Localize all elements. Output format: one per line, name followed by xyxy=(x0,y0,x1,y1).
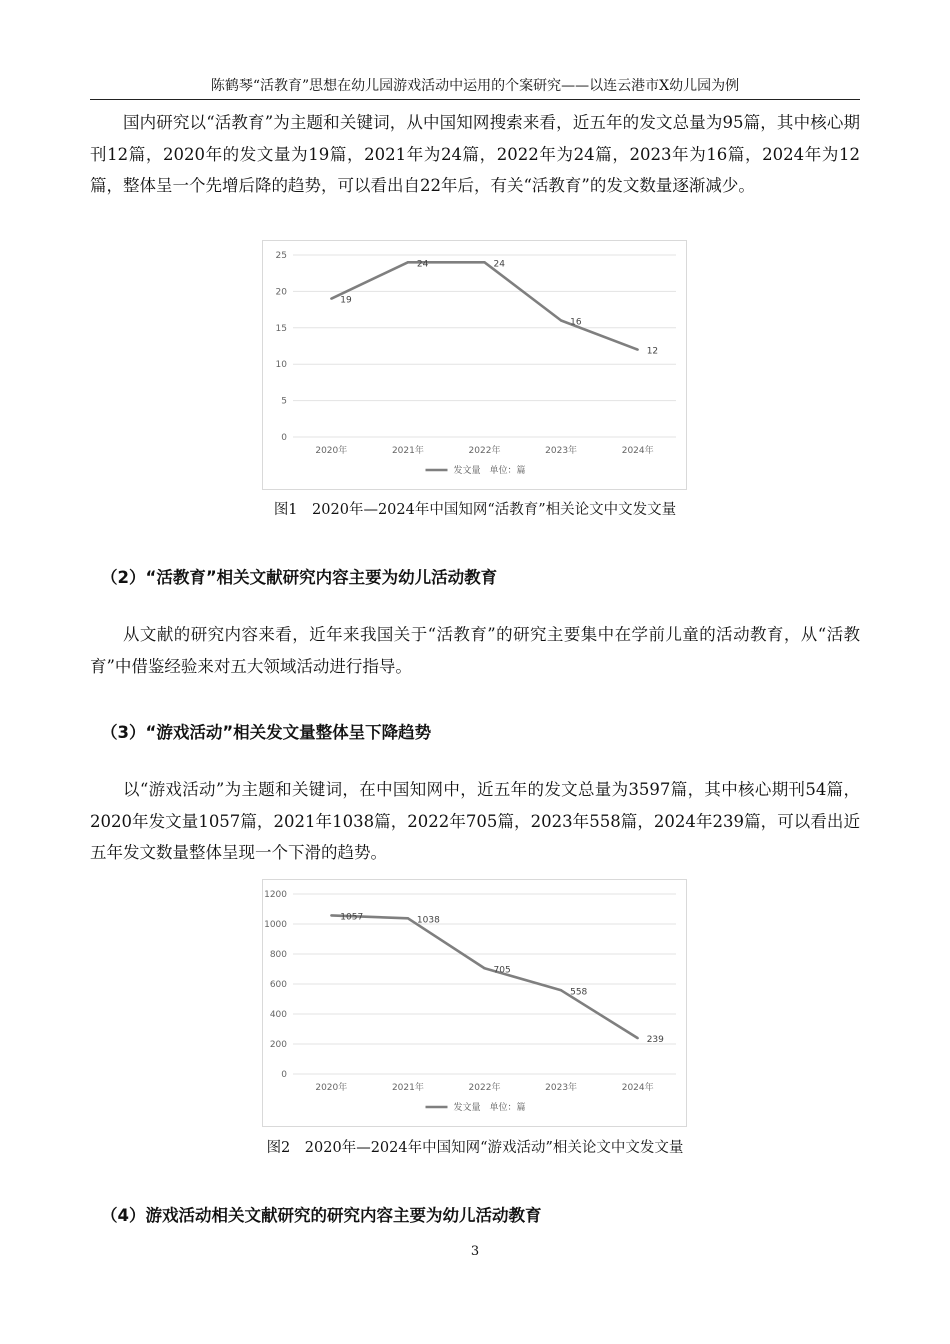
figure-1-chart xyxy=(262,240,687,490)
chart1-x-tick-label: 2023年 xyxy=(545,446,578,456)
chart2-data-point xyxy=(330,914,332,916)
chart1-y-tick-label: 10 xyxy=(275,360,287,371)
chart2-y-tick-label: 0 xyxy=(281,1070,287,1080)
chart1-y-tick-label: 25 xyxy=(275,251,287,261)
chart1-data-point xyxy=(637,348,639,350)
chart1-data-point xyxy=(560,319,562,321)
chart1-y-tick-label: 20 xyxy=(275,287,287,298)
chart2-legend-label: 发文量 单位：篇 xyxy=(453,1103,526,1113)
chart1-data-label: 12 xyxy=(646,346,659,357)
figure-1-svg xyxy=(263,241,686,489)
paragraph-huo-jiaoyu-stats: 国内研究以“活教育”为主题和关键词，从中国知网搜索来看，近五年的发文总量为95篇，其中核心期刊12篇，2020年的发文量为19篇，2021年为24篇，2022年为24篇，2023年为16篇，2024年为12篇，整体呈一个先增后降的趋势，可以看出自22年后，有关“活教育”的发文数量逐渐减少。 xyxy=(90,113,860,195)
chart1-x-tick-label: 2021年 xyxy=(391,446,424,456)
chart1-y-tick-label: 0 xyxy=(281,433,287,443)
chart2-y-tick-label: 800 xyxy=(269,950,287,960)
chart1-series-line xyxy=(331,262,637,349)
figure-2-caption: 图2 2020年—2024年中国知网“游戏活动”相关论文中文发文量 xyxy=(266,1140,684,1156)
chart2-y-tick-label: 1000 xyxy=(264,920,287,930)
chart1-legend-label: 发文量 单位：篇 xyxy=(453,466,526,476)
section-heading-3: （3）“游戏活动”相关发文量整体呈下降趋势 xyxy=(101,723,432,742)
chart2-x-tick-label: 2022年 xyxy=(468,1083,501,1093)
section-heading-4: （4）游戏活动相关文献研究的研究内容主要为幼儿活动教育 xyxy=(101,1206,542,1225)
chart1-x-tick-label: 2024年 xyxy=(621,446,654,456)
chart2-data-label: 1038 xyxy=(416,915,440,926)
chart2-data-point xyxy=(560,989,562,991)
chart1-data-point xyxy=(330,297,332,299)
chart1-data-label: 24 xyxy=(493,259,505,270)
figure-2-chart xyxy=(262,879,687,1127)
chart2-x-tick-label: 2024年 xyxy=(621,1083,654,1093)
chart1-data-point xyxy=(407,261,409,263)
figure-2-svg xyxy=(263,880,686,1126)
chart1-y-tick-label: 15 xyxy=(275,323,287,334)
paragraph-research-content: 从文献的研究内容来看，近年来我国关于“活教育”的研究主要集中在学前儿童的活动教育，从“活教育”中借鉴经验来对五大领域活动进行指导。 xyxy=(90,625,860,676)
chart2-data-label: 705 xyxy=(493,965,511,976)
chart2-data-label: 239 xyxy=(646,1035,664,1046)
section-heading-2: （2）“活教育”相关文献研究内容主要为幼儿活动教育 xyxy=(101,568,498,587)
chart1-data-label: 19 xyxy=(340,295,352,306)
paragraph-game-activity-stats: 以“游戏活动”为主题和关键词，在中国知网中，近五年的发文总量为3597篇，其中核心期刊54篇，2020年发文量1057篇，2021年1038篇，2022年705篇，2023年558篇，2024年239篇，可以看出近五年发文数量整体呈现一个下滑的趋势。 xyxy=(90,780,860,862)
chart2-x-tick-label: 2020年 xyxy=(315,1083,348,1093)
chart2-x-tick-label: 2021年 xyxy=(391,1083,424,1093)
chart2-data-point xyxy=(483,967,485,969)
chart1-data-label: 24 xyxy=(416,259,429,270)
figure-1-caption: 图1 2020年—2024年中国知网“活教育”相关论文中文发文量 xyxy=(273,502,677,518)
chart2-y-tick-label: 600 xyxy=(269,980,287,990)
chart2-series-line xyxy=(331,915,637,1038)
chart2-x-tick-label: 2023年 xyxy=(545,1083,578,1093)
chart1-x-tick-label: 2022年 xyxy=(468,446,501,456)
chart2-data-point xyxy=(637,1037,639,1039)
chart2-y-tick-label: 1200 xyxy=(264,890,287,900)
chart2-data-label: 1057 xyxy=(340,912,364,923)
chart2-y-tick-label: 200 xyxy=(269,1040,287,1050)
chart1-x-tick-label: 2020年 xyxy=(315,446,348,456)
chart2-y-tick-label: 400 xyxy=(269,1010,287,1020)
running-header: 陈鹤琴“活教育”思想在幼儿园游戏活动中运用的个案研究——以连云港市X幼儿园为例 xyxy=(210,78,740,94)
chart2-data-label: 558 xyxy=(570,987,588,998)
chart2-data-point xyxy=(407,917,409,919)
chart1-y-tick-label: 5 xyxy=(281,396,287,407)
page-number: 3 xyxy=(470,1244,480,1259)
header-rule xyxy=(90,99,860,100)
chart1-data-label: 16 xyxy=(570,317,582,328)
chart1-data-point xyxy=(483,261,485,263)
